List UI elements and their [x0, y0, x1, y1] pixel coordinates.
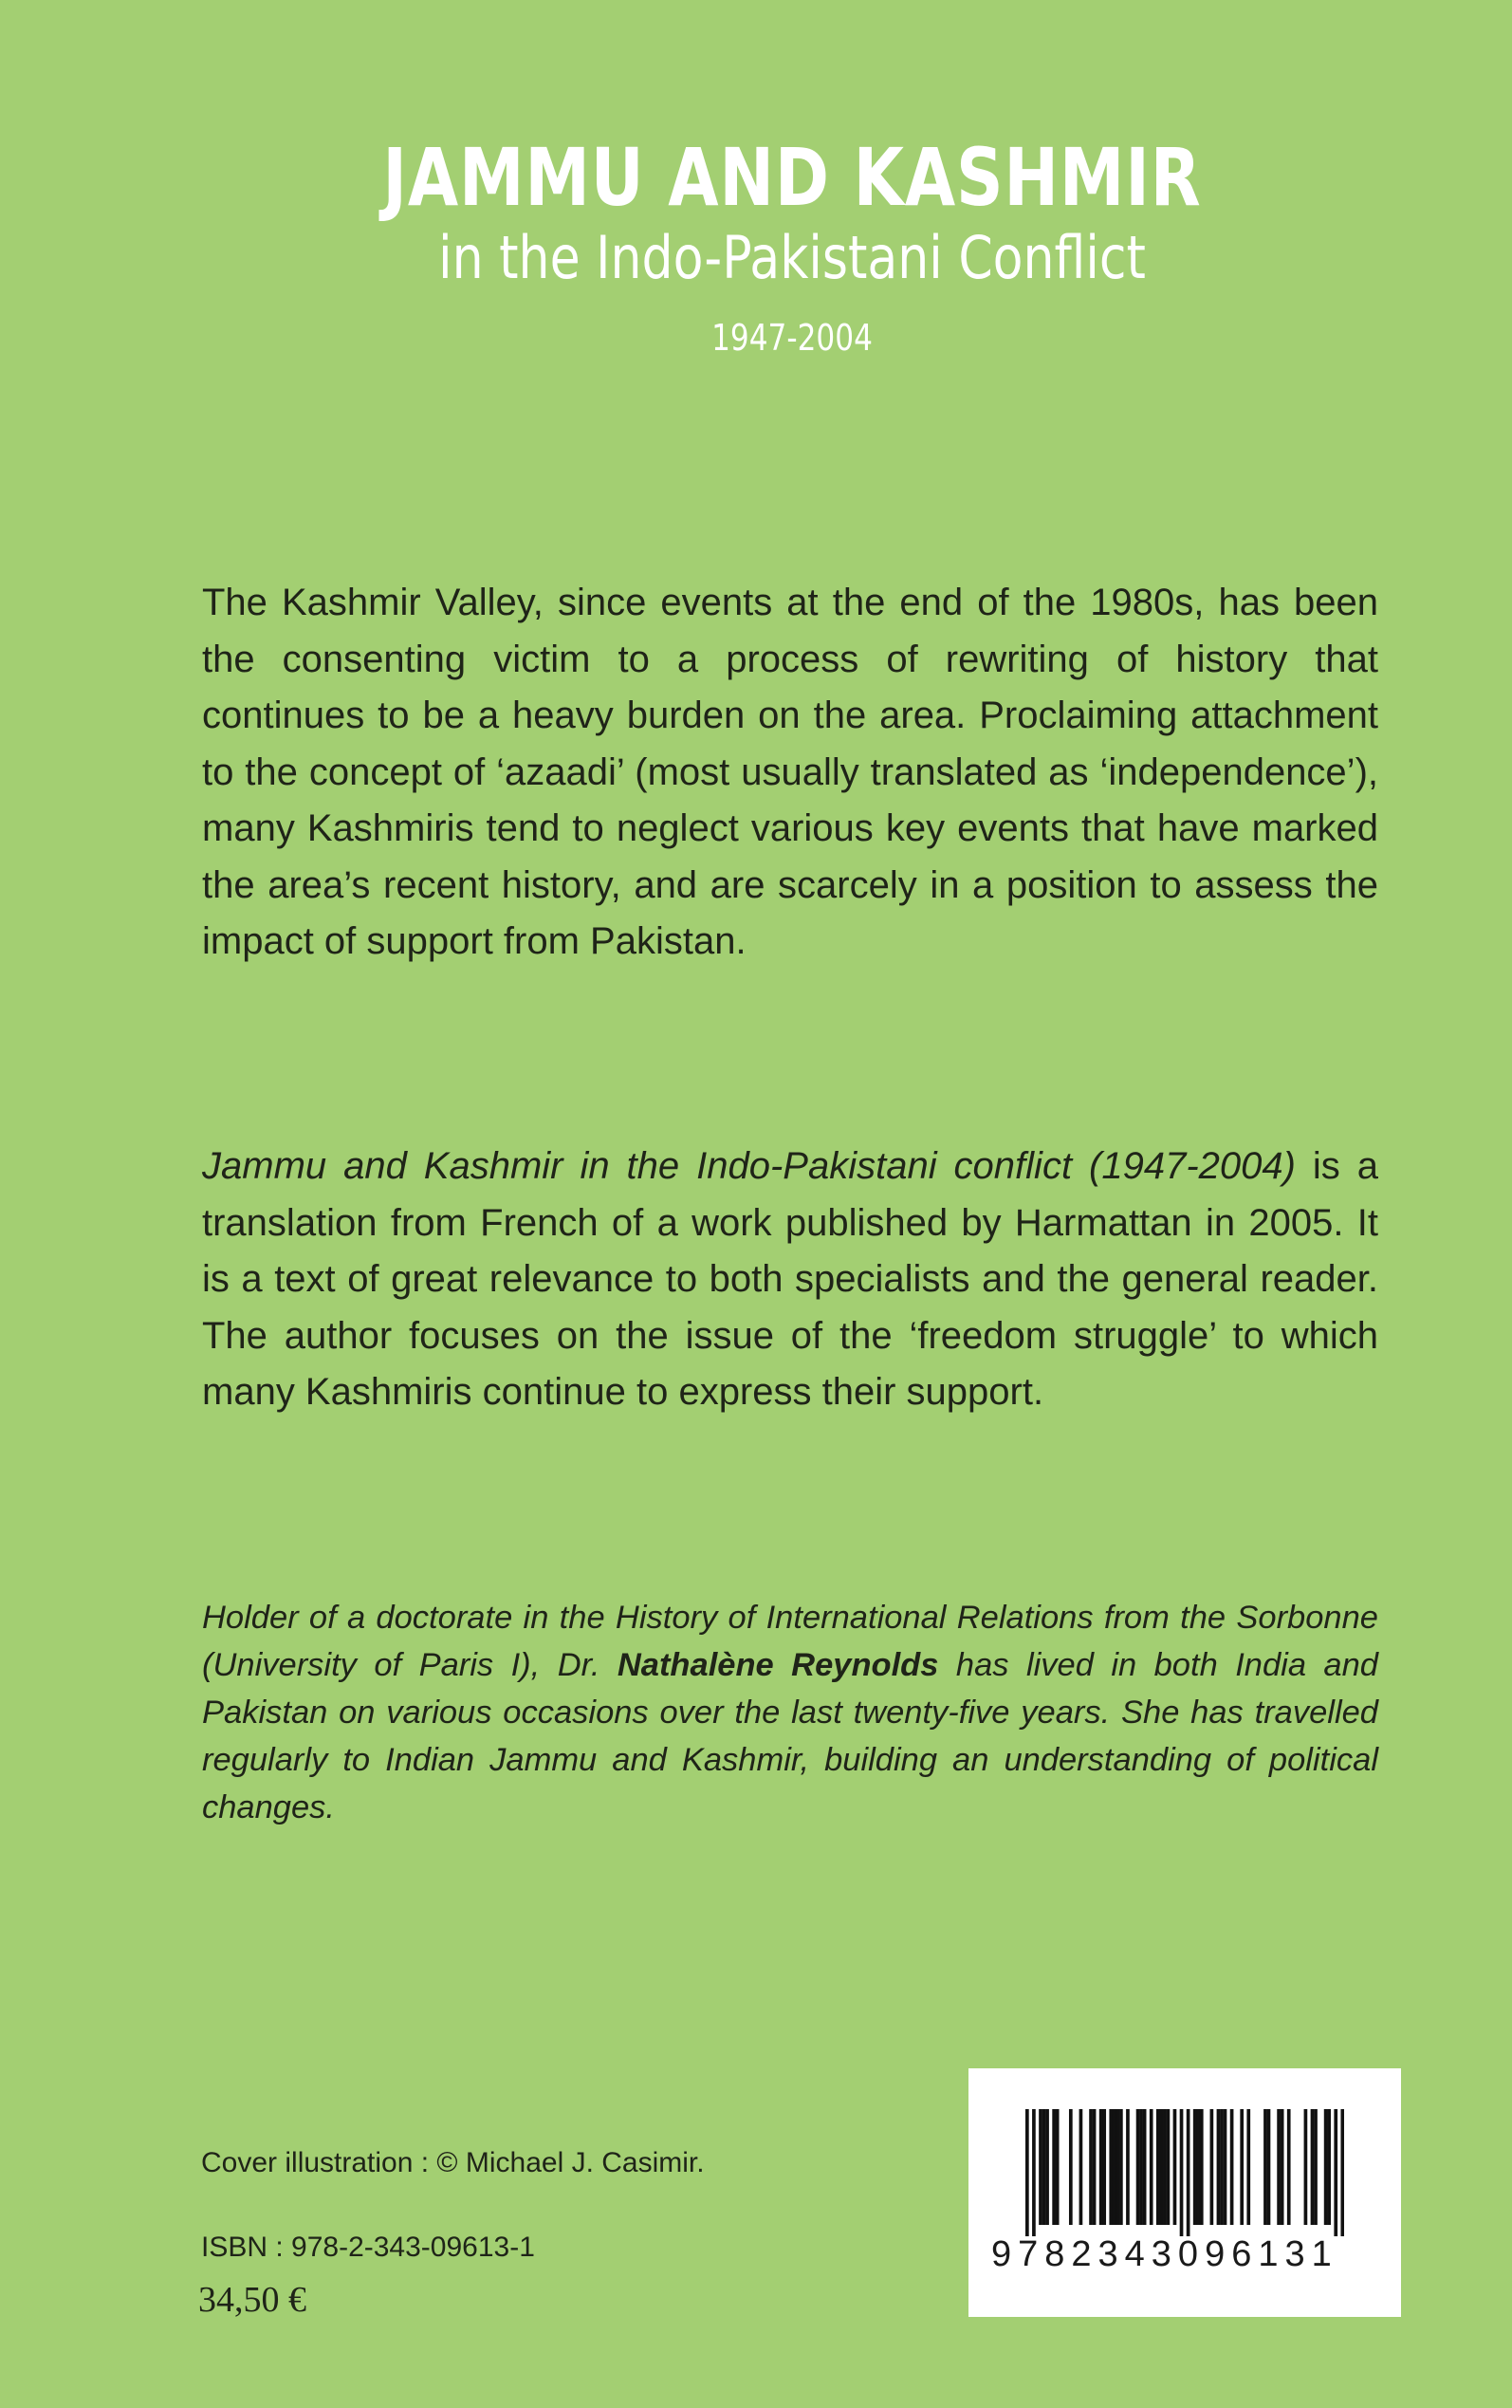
barcode-bar — [1314, 2109, 1318, 2225]
barcode-bar — [1217, 2109, 1221, 2225]
barcode — [968, 2068, 1401, 2317]
book-years: 1947-2004 — [711, 317, 873, 359]
barcode-bar — [1240, 2109, 1244, 2225]
barcode-bar — [1116, 2109, 1119, 2225]
barcode-bar — [1025, 2109, 1029, 2236]
barcode-bar — [1193, 2109, 1197, 2225]
barcode-bar — [1196, 2109, 1200, 2225]
barcode-bar — [1304, 2109, 1308, 2225]
barcode-bar — [1246, 2109, 1250, 2225]
price: 34,50 € — [198, 2280, 306, 2320]
barcode-bar — [1143, 2109, 1147, 2225]
barcode-bar — [1039, 2109, 1042, 2225]
barcode-bar — [1113, 2109, 1116, 2225]
barcode-bars — [1025, 2109, 1344, 2236]
barcode-bar — [1230, 2109, 1234, 2225]
barcode-bar — [1102, 2109, 1106, 2225]
barcode-bar — [1311, 2109, 1315, 2225]
blurb-paragraph-2 — [202, 1139, 1378, 1421]
barcode-bar — [1180, 2109, 1184, 2236]
barcode-bar — [1156, 2109, 1160, 2225]
barcode-bar — [1126, 2109, 1130, 2225]
barcode-bar — [1263, 2109, 1267, 2225]
barcode-bar — [1079, 2109, 1083, 2225]
barcode-bar — [1032, 2109, 1036, 2236]
barcode-bar — [1340, 2109, 1344, 2236]
barcode-bar — [1109, 2109, 1113, 2225]
barcode-bar — [1056, 2109, 1060, 2225]
barcode-bar — [1281, 2109, 1284, 2225]
barcode-digits: 9782343096131 — [991, 2234, 1338, 2274]
barcode-bar — [1167, 2109, 1171, 2225]
barcode-bar — [1099, 2109, 1103, 2225]
isbn: ISBN : 978-2-343-09613-1 — [201, 2232, 535, 2263]
title-block — [0, 131, 1512, 359]
barcode-bar — [1224, 2109, 1227, 2225]
barcode-bar — [1052, 2109, 1056, 2225]
barcode-bar — [1136, 2109, 1140, 2225]
barcode-bar — [1200, 2109, 1204, 2225]
barcode-bar — [1093, 2109, 1097, 2225]
barcode-bar — [1089, 2109, 1093, 2225]
book-title: JAMMU AND KASHMIR — [382, 131, 1202, 224]
barcode-bar — [1327, 2109, 1331, 2225]
barcode-bar — [1220, 2109, 1224, 2225]
book-title-reference: Jammu and Kashmir in the Indo-Pakistani conflict (1947-2004) — [202, 1145, 1296, 1187]
author-bio — [202, 1594, 1378, 1831]
barcode-bar — [1173, 2109, 1177, 2225]
barcode-bar — [1150, 2109, 1153, 2225]
barcode-bar — [1045, 2109, 1049, 2225]
barcode-bar — [1324, 2109, 1328, 2225]
author-name: Nathalène Reynolds — [617, 1647, 939, 1683]
barcode-bar — [1210, 2109, 1214, 2225]
barcode-bar — [1119, 2109, 1123, 2225]
cover-credit: Cover illustration : © Michael J. Casimir. — [201, 2147, 705, 2178]
blurb-paragraph-1: The Kashmir Valley, since events at the end of the 1980s, has been the consenting victim to a process of rewriting of history that continues to be a heavy burden on the area. Proclaiming attachment to the concept of ‘azaadi’ (most usually translated as ‘independence’), many Kashmiris tend to neglect various key events that have marked the area’s recent history, and are scarcely in a position to assess the impact of support from Pakistan. — [202, 582, 1378, 962]
barcode-bar — [1159, 2109, 1163, 2225]
barcode-bar — [1287, 2109, 1291, 2225]
barcode-bar — [1187, 2109, 1190, 2236]
barcode-bar — [1334, 2109, 1337, 2236]
barcode-bar — [1069, 2109, 1073, 2225]
author-bio-intro: Holder of a doctorate in the History of International Relations from the Sorbonne (University of Paris I), Dr. — [202, 1600, 1378, 1683]
barcode-bar — [1163, 2109, 1167, 2225]
book-subtitle: in the Indo-Pakistani Conflict — [438, 223, 1146, 292]
barcode-bar — [1042, 2109, 1046, 2225]
blurb-paragraph-2-text: is a translation from French of a work published by Harmattan in 2005. It is a text of great relevance to both specialists and the general reader. The author focuses on the issue of the ‘freedom struggle’ to which many Kashmiris continue to express their support. — [202, 1145, 1379, 1413]
barcode-bar — [1267, 2109, 1271, 2225]
barcode-bar — [1277, 2109, 1281, 2225]
author-bio-rest: has lived in both India and Pakistan on various occasions over the last twenty-five years. She has travelled regularly to Indian Jammu and Kashmir, building an understanding of political changes. — [202, 1647, 1378, 1825]
barcode-bar — [1139, 2109, 1143, 2225]
